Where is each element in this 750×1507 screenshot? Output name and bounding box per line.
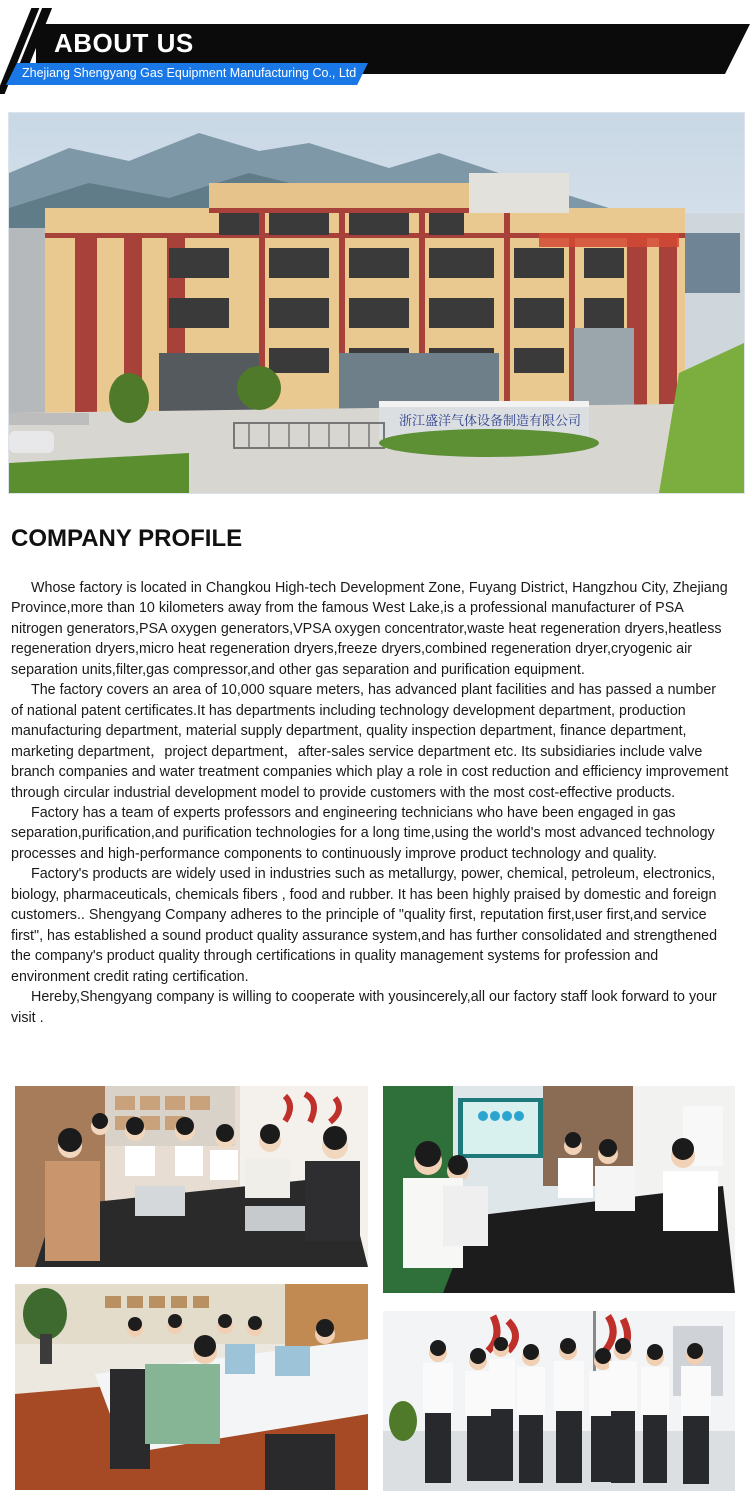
header-subtitle: Zhejiang Shengyang Gas Equipment Manufacturing Co., Ltd xyxy=(22,66,357,80)
company-profile-title: COMPANY PROFILE xyxy=(11,525,243,552)
office-workstations-photo xyxy=(15,1284,368,1490)
office-meeting-photo xyxy=(15,1086,368,1267)
profile-paragraph: Factory has a team of experts professors and engineering technicians who have been engaged in gas separation,purification,and purification technologies for a long time,using the world's most advanced technology processes and high-performance components to continuously improve product technology and quality. xyxy=(11,804,715,862)
factory-sign-text: 浙江盛洋气体设备制造有限公司 xyxy=(399,414,582,429)
profile-paragraph: Hereby,Shengyang company is willing to cooperate with yousincerely,all our factory staff look forward to your visit . xyxy=(11,989,717,1026)
header-title: ABOUT US xyxy=(54,28,194,58)
factory-building-photo xyxy=(8,112,745,494)
team-group-photo xyxy=(383,1311,735,1491)
conference-room-photo xyxy=(383,1086,735,1293)
company-profile-text xyxy=(11,578,731,1028)
about-us-header xyxy=(0,0,750,100)
profile-paragraph: Whose factory is located in Changkou High-tech Development Zone, Fuyang District, Hangzhou City, Zhejiang Province,more than 10 kilometers away from the famous West Lake,is a professional manufacturer of PSA nitrogen generators,PSA oxygen generators,VPSA oxygen concentrator,waste heat regeneration dryers,heatless regeneration dryers,micro heat regeneration dryers,freeze dryers,combined regeneration dryer,cryogenic air separation units,filter,gas compressor,and other gas separation and purification equipment. xyxy=(11,580,728,678)
profile-paragraph: The factory covers an area of 10,000 square meters, has advanced plant facilities and has passed a number of national patent certificates.It has departments including technology development department, production manufacturing department, material supply department, quality inspection department, finance department, marketing department，project department，after-sales service department etc. Its subsidiaries include valve branch companies and water treatment companies which play a role in cost reduction and efficiency improvement through circular industrial development model to provide customers with the most cost-effective products. xyxy=(11,682,729,801)
profile-paragraph: Factory's products are widely used in industries such as metallurgy, power, chemical, petroleum, electronics, biology, pharmaceuticals, chemicals fibers , food and rubber. It has been highly praised by domestic and foreign customers.. Shengyang Company adheres to the principle of "quality first, reputation first,user first,and service first", has established a sound product quality assurance system,and has further consolidated and strengthened the company's product quality through certifications in quality management systems for profession and environment credit rating certification. xyxy=(11,866,718,985)
